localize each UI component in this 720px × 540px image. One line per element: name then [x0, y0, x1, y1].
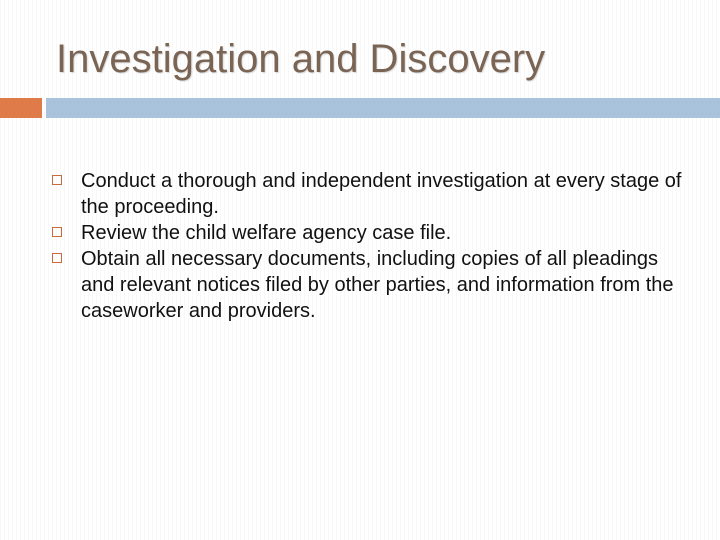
hollow-square-bullet-icon: [52, 175, 62, 185]
bullet-list: [52, 168, 692, 324]
bullet-item: [52, 220, 692, 246]
slide-content: [52, 168, 692, 324]
bullet-text: Conduct a thorough and independent investigation at every stage of the proceeding.: [81, 170, 682, 218]
hollow-square-bullet-icon: [52, 227, 62, 237]
bullet-item: [52, 168, 692, 220]
title-accent-bar: [0, 98, 42, 118]
bullet-text: Obtain all necessary documents, including copies of all pleadings and relevant notices filed by other parties, and information from the caseworker and providers.: [81, 248, 674, 322]
hollow-square-bullet-icon: [52, 253, 62, 263]
title-rule-bar: [46, 98, 720, 118]
bullet-item: [52, 246, 692, 324]
slide-title: Investigation and Discovery: [56, 37, 546, 81]
bullet-text: Review the child welfare agency case file.: [81, 222, 452, 244]
